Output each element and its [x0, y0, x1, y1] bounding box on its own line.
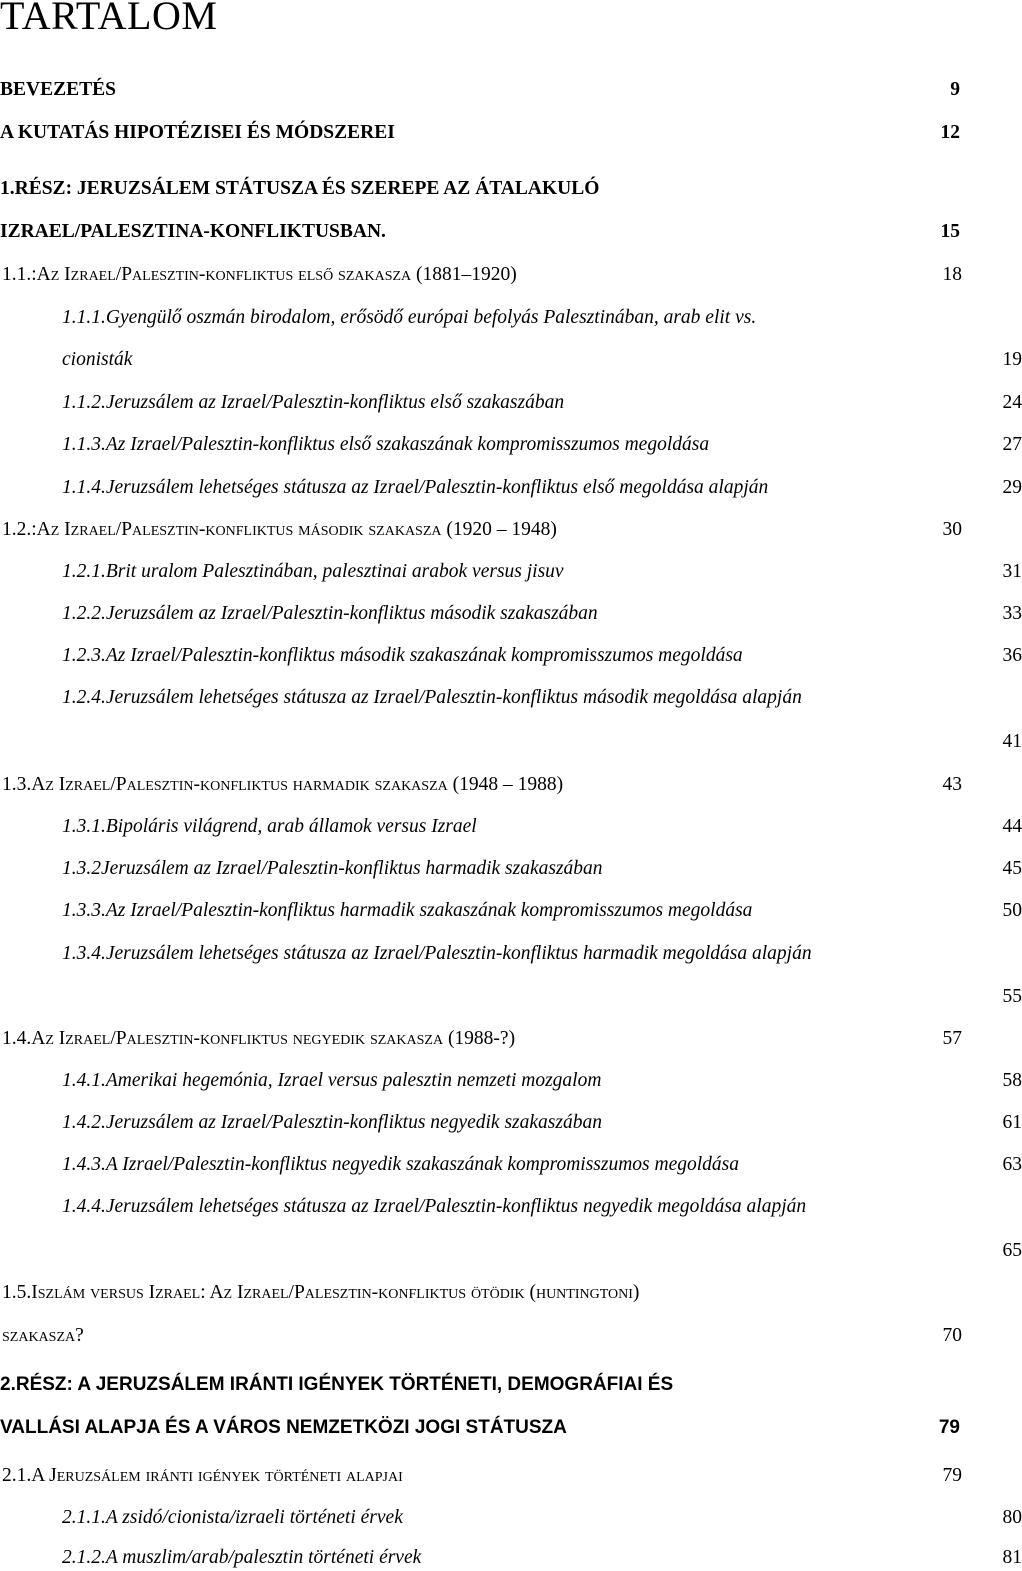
toc-entry-page-number: 15: [939, 219, 961, 245]
toc-entry-page-number: 41: [1001, 729, 1022, 755]
toc-entry-number: 1.4.4.: [62, 1194, 106, 1220]
toc-entry-page-number: 81: [1001, 1545, 1022, 1571]
toc-entry-number: 1.5.: [2, 1280, 31, 1306]
toc-entry-page-number: 24: [1001, 390, 1022, 416]
toc-entry-page-number: 80: [1001, 1505, 1022, 1531]
toc-entry[interactable]: [0, 980, 1022, 1010]
toc-entry[interactable]: [0, 172, 960, 202]
toc-entry-number: 1.4.: [2, 1026, 31, 1052]
toc-entry-title: Az Izrael/Palesztin-konfliktus harmadik szakaszának kompromisszumos megoldása: [106, 898, 753, 924]
toc-entry[interactable]: [0, 852, 1022, 882]
toc-entry[interactable]: [0, 1234, 1022, 1264]
toc-entry[interactable]: [0, 555, 1022, 585]
toc-entry-page-number: 58: [1001, 1068, 1022, 1094]
toc-entry-page-number: 61: [1001, 1110, 1022, 1136]
toc-entry-number: 1.1.1.: [62, 305, 106, 331]
toc-entry-number: 2.1.1.: [62, 1505, 106, 1531]
page-title: TARTALOM: [0, 0, 217, 40]
toc-entry-title: Jeruzsálem lehetséges státusza az Izrael/Palesztin-konfliktus negyedik megoldása alapján: [106, 1194, 806, 1220]
toc-entry-page-number: 70: [941, 1323, 963, 1349]
toc-entry[interactable]: [0, 1541, 1022, 1571]
toc-entry[interactable]: [0, 1190, 1022, 1220]
toc-entry-page-number: 79: [941, 1463, 963, 1489]
toc-entry-number: 1.3.1.: [62, 814, 106, 840]
toc-entry-number: 1.1.3.: [62, 432, 106, 458]
toc-entry[interactable]: [0, 1368, 960, 1398]
toc-entry[interactable]: [0, 1276, 962, 1306]
toc-entry-number: 1.1.2.: [62, 390, 106, 416]
toc-entry-page-number: 29: [1001, 475, 1022, 501]
toc-entry-page-number: 31: [1001, 559, 1022, 585]
toc-entry-page-number: 65: [1001, 1238, 1022, 1264]
toc-entry-title: RÉSZ: JERUZSÁLEM STÁTUSZA ÉS SZEREPE AZ ÁTALAKULÓ: [15, 176, 600, 202]
toc-entry[interactable]: [0, 301, 1022, 331]
toc-entry-number: 1.2.4.: [62, 685, 106, 711]
toc-entry-page-number: 33: [1001, 601, 1022, 627]
toc-entry-page-number: 30: [941, 517, 963, 543]
toc-entry[interactable]: [0, 215, 960, 245]
toc-entry-page-number: 19: [1001, 347, 1022, 373]
toc-entry-page-number: 63: [1001, 1152, 1022, 1178]
toc-entry-title: Jeruzsálem az Izrael/Palesztin-konfliktus első szakaszában: [106, 390, 564, 416]
toc-entry-number: 1.3.2: [62, 856, 101, 882]
toc-entry-page-number: 55: [1001, 984, 1022, 1010]
toc-entry-title: Jeruzsálem lehetséges státusza az Izrael/Palesztin-konfliktus első megoldása alapján: [106, 475, 768, 501]
toc-entry-page-number: 50: [1001, 898, 1022, 924]
toc-entry-title: Amerikai hegemónia, Izrael versus palesztin nemzeti mozgalom: [106, 1068, 602, 1094]
toc-entry-number: 2.1.: [2, 1463, 31, 1489]
toc-entry-number: 1.2.2.: [62, 601, 106, 627]
toc-entry-number: 1.1.:: [2, 262, 37, 288]
toc-entry-title: Gyengülő oszmán birodalom, erősödő európai befolyás Palesztinában, arab elit vs.: [106, 305, 756, 331]
toc-entry-page-number: 57: [941, 1026, 963, 1052]
toc-entry[interactable]: [0, 1022, 962, 1052]
toc-entry[interactable]: [0, 894, 1022, 924]
toc-entry[interactable]: [0, 1148, 1022, 1178]
toc-entry[interactable]: [0, 768, 962, 798]
toc-entry[interactable]: [0, 258, 962, 288]
toc-entry-page-number: 12: [939, 120, 961, 146]
toc-entry-number: 1.: [0, 176, 15, 202]
toc-entry-title: Iszlám versus Izrael: Az Izrael/Palesztin-konfliktus ötödik (huntingtoni): [31, 1280, 639, 1306]
toc-entry[interactable]: [0, 1501, 1022, 1531]
toc-entry-title: A KUTATÁS HIPOTÉZISEI ÉS MÓDSZEREI: [0, 120, 395, 146]
toc-entry-title: Az Izrael/Palesztin-konfliktus második szakasza (1920 – 1948): [37, 517, 557, 543]
toc-entry-number: 2.: [0, 1372, 16, 1398]
toc-entry[interactable]: [0, 386, 1022, 416]
toc-entry-title: Az Izrael/Palesztin-konfliktus első szakasza (1881–1920): [37, 262, 517, 288]
toc-entry[interactable]: [0, 639, 1022, 669]
toc-entry-title: Jeruzsálem az Izrael/Palesztin-konfliktus második szakaszában: [106, 601, 598, 627]
toc-entry-title: Brit uralom Palesztinában, palesztinai arabok versus jisuv: [106, 559, 564, 585]
toc-entry-title: A muszlim/arab/palesztin történeti érvek: [106, 1545, 421, 1571]
toc-entry-title: szakasza?: [2, 1323, 84, 1349]
toc-entry[interactable]: [0, 343, 1022, 373]
toc-entry-title: IZRAEL/PALESZTINA-KONFLIKTUSBAN.: [0, 219, 386, 245]
toc-entry[interactable]: [0, 513, 962, 543]
toc-entry-page-number: 79: [937, 1415, 960, 1441]
toc-entry-title: Bipoláris világrend, arab államok versus Izrael: [106, 814, 477, 840]
toc-entry-title: RÉSZ: A JERUZSÁLEM IRÁNTI IGÉNYEK TÖRTÉNETI, DEMOGRÁFIAI ÉS: [16, 1372, 673, 1398]
toc-entry-page-number: 9: [948, 77, 960, 103]
toc-entry-title: Jeruzsálem lehetséges státusza az Izrael/Palesztin-konfliktus második megoldása alapján: [106, 685, 802, 711]
toc-entry[interactable]: [0, 1459, 962, 1489]
toc-entry-title: BEVEZETÉS: [0, 77, 116, 103]
toc-entry-number: 1.3.4.: [62, 941, 106, 967]
toc-entry[interactable]: [0, 1319, 962, 1349]
toc-entry-number: 1.4.2.: [62, 1110, 106, 1136]
toc-entry[interactable]: [0, 116, 960, 146]
toc-entry[interactable]: [0, 725, 1022, 755]
toc-entry-title: A Izrael/Palesztin-konfliktus negyedik szakaszának kompromisszumos megoldása: [106, 1152, 739, 1178]
toc-entry-number: 1.1.4.: [62, 475, 106, 501]
toc-entry[interactable]: [0, 937, 1022, 967]
toc-entry-title: VALLÁSI ALAPJA ÉS A VÁROS NEMZETKÖZI JOGI STÁTUSZA: [0, 1415, 567, 1441]
toc-entry-title: Jeruzsálem az Izrael/Palesztin-konfliktus negyedik szakaszában: [106, 1110, 602, 1136]
toc-entry-title: Az Izrael/Palesztin-konfliktus negyedik szakasza (1988-?): [31, 1026, 515, 1052]
toc-entry-title: Jeruzsálem lehetséges státusza az Izrael/Palesztin-konfliktus harmadik megoldása alapján: [106, 941, 812, 967]
toc-entry-title: Az Izrael/Palesztin-konfliktus első szakaszának kompromisszumos megoldása: [106, 432, 709, 458]
toc-entry-number: 1.2.:: [2, 517, 37, 543]
toc-entry[interactable]: [0, 681, 1022, 711]
toc-entry-number: 1.4.3.: [62, 1152, 106, 1178]
toc-entry-number: 1.2.3.: [62, 643, 106, 669]
toc-entry-number: 1.4.1.: [62, 1068, 106, 1094]
toc-entry-page-number: 36: [1001, 643, 1022, 669]
toc-entry-title: Az Izrael/Palesztin-konfliktus második szakaszának kompromisszumos megoldása: [106, 643, 743, 669]
toc-entry-page-number: 18: [941, 262, 963, 288]
toc-entry[interactable]: [0, 1064, 1022, 1094]
toc-entry[interactable]: [0, 597, 1022, 627]
toc-entry[interactable]: [0, 810, 1022, 840]
toc-entry-number: 1.3.3.: [62, 898, 106, 924]
toc-entry-title: Jeruzsálem az Izrael/Palesztin-konfliktus harmadik szakaszában: [101, 856, 603, 882]
toc-entry-title: A Jeruzsálem iránti igények történeti alapjai: [31, 1463, 403, 1489]
toc-entry[interactable]: [0, 471, 1022, 501]
toc-entry-title: Az Izrael/Palesztin-konfliktus harmadik szakasza (1948 – 1988): [31, 772, 563, 798]
toc-entry[interactable]: [0, 1106, 1022, 1136]
toc-entry-title: A zsidó/cionista/izraeli történeti érvek: [106, 1505, 403, 1531]
toc-entry-page-number: 43: [941, 772, 963, 798]
toc-entry-page-number: 44: [1001, 814, 1022, 840]
toc-entry[interactable]: [0, 73, 960, 103]
toc-entry-number: 2.1.2.: [62, 1545, 106, 1571]
toc-entry-number: 1.3.: [2, 772, 31, 798]
toc-entry[interactable]: [0, 1411, 960, 1441]
toc-entry[interactable]: [0, 428, 1022, 458]
toc-entry-title: cionisták: [62, 347, 132, 373]
toc-entry-number: 1.2.1.: [62, 559, 106, 585]
toc-entry-page-number: 27: [1001, 432, 1022, 458]
toc-entry-page-number: 45: [1001, 856, 1022, 882]
